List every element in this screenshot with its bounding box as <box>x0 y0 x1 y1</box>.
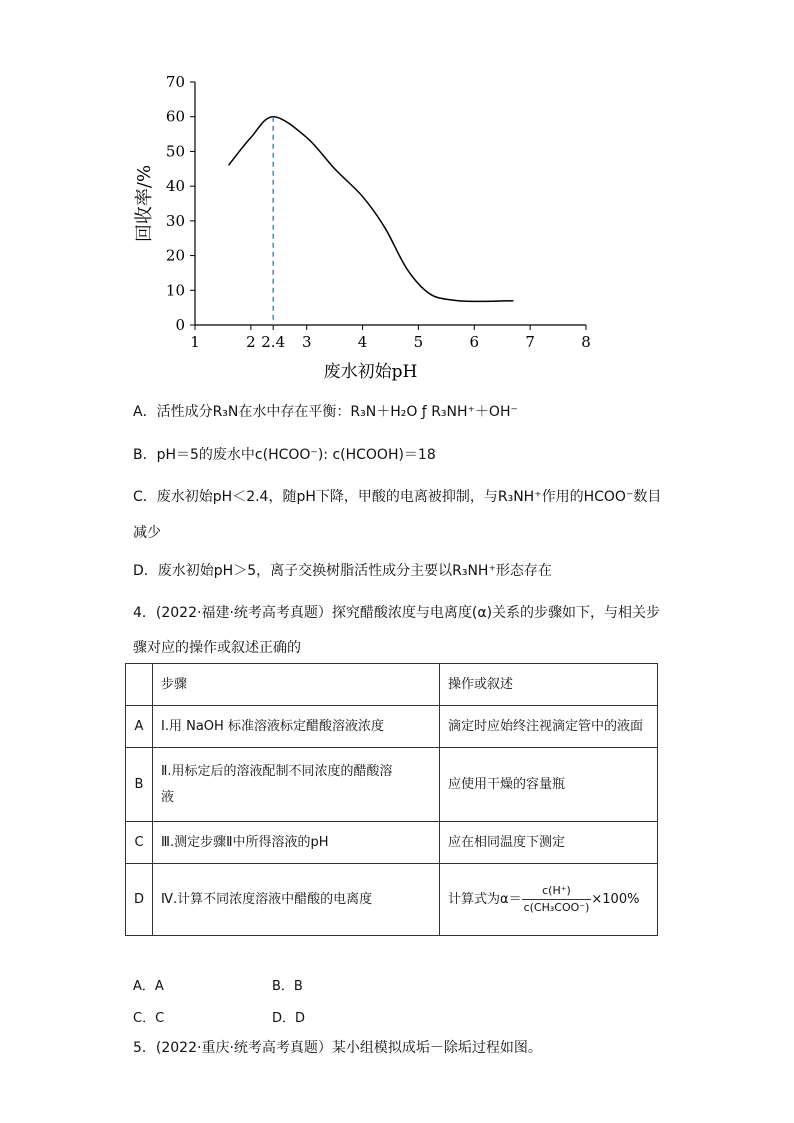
x-tick-label: 1 <box>190 333 200 351</box>
y-tick-label: 60 <box>165 107 185 126</box>
x-tick-label: 8 <box>581 333 591 351</box>
option-c-cont: 减少 <box>133 525 161 541</box>
answer-d: D．D <box>272 1011 306 1026</box>
question-4-line1: 4．(2022·福建·统考高考真题）探究醋酸浓度与电离度(α)关系的步骤如下，与相关步 <box>133 605 661 621</box>
y-tick-label: 0 <box>175 316 185 334</box>
question-5: 5．(2022·重庆·统考高考真题）某小组模拟成垢－除垢过程如图。 <box>133 1040 542 1056</box>
x-tick-label: 5 <box>413 333 424 351</box>
chart-axes <box>195 82 586 325</box>
answer-a: A．A <box>133 979 164 994</box>
y-tick-label: 70 <box>165 73 185 91</box>
x-axis-label: 废水初始pH <box>323 362 418 382</box>
alpha-fraction: $\frac{c(H^+)}{\text{c(CH₃COO⁻)}}$ <box>523 884 590 914</box>
x-tick-label: 7 <box>525 333 535 351</box>
x-tick-label: 3 <box>301 333 312 351</box>
x-tick-label: 2 <box>246 333 256 351</box>
table-header-row <box>126 664 658 706</box>
y-tick-label: 40 <box>165 177 185 196</box>
x-tick-label: 2.4 <box>261 333 286 351</box>
answer-c: C．C <box>133 1011 165 1026</box>
x-tick-label: 6 <box>469 333 480 351</box>
y-tick-label: 50 <box>165 142 185 161</box>
option-c: C．废水初始pH＜2.4，随pH下降，甲酸的电离被抑制，与R₃NH⁺作用的HCOO⁻数目 <box>133 489 662 505</box>
table-row: D Ⅳ.计算不同浓度溶液中醋酸的电离度 计算式为α＝ $\frac{c(H^+)}{\text{c(CH₃COO⁻)}}$ ×100% <box>126 864 658 936</box>
table-row: A Ⅰ.用 NaOH 标准溶液标定醋酸溶液浓度 滴定时应始终注视滴定管中的液面 <box>126 706 658 748</box>
question-4-line2: 骤对应的操作或叙述正确的 <box>133 640 301 656</box>
y-axis-label: 回收率/% <box>134 164 155 243</box>
header-step: 步骤 <box>153 664 440 706</box>
table-row: C Ⅲ.测定步骤Ⅱ中所得溶液的pH 应在相同温度下测定 <box>126 822 658 864</box>
option-d: D．废水初始pH＞5，离子交换树脂活性成分主要以R₃NH⁺形态存在 <box>133 563 552 579</box>
option-a: A．活性成分R₃N在水中存在平衡：R₃N＋H₂O ƒ R₃NH⁺＋OH⁻ <box>133 404 518 420</box>
option-b: B．pH＝5的废水中c(HCOO⁻): c(HCOOH)＝18 <box>133 447 436 463</box>
table-row: B Ⅱ.用标定后的溶液配制不同浓度的醋酸溶 液 应使用干燥的容量瓶 <box>126 748 658 822</box>
y-tick-label: 10 <box>165 281 185 300</box>
recovery-chart <box>120 70 620 390</box>
series-line <box>229 117 514 302</box>
y-tick-label: 30 <box>165 211 185 230</box>
steps-table <box>125 663 658 936</box>
x-tick-label: 4 <box>357 333 368 351</box>
answer-b: B．B <box>272 979 303 994</box>
y-tick-label: 20 <box>165 246 185 265</box>
chart-ticks <box>166 73 591 351</box>
header-desc: 操作或叙述 <box>440 664 658 706</box>
